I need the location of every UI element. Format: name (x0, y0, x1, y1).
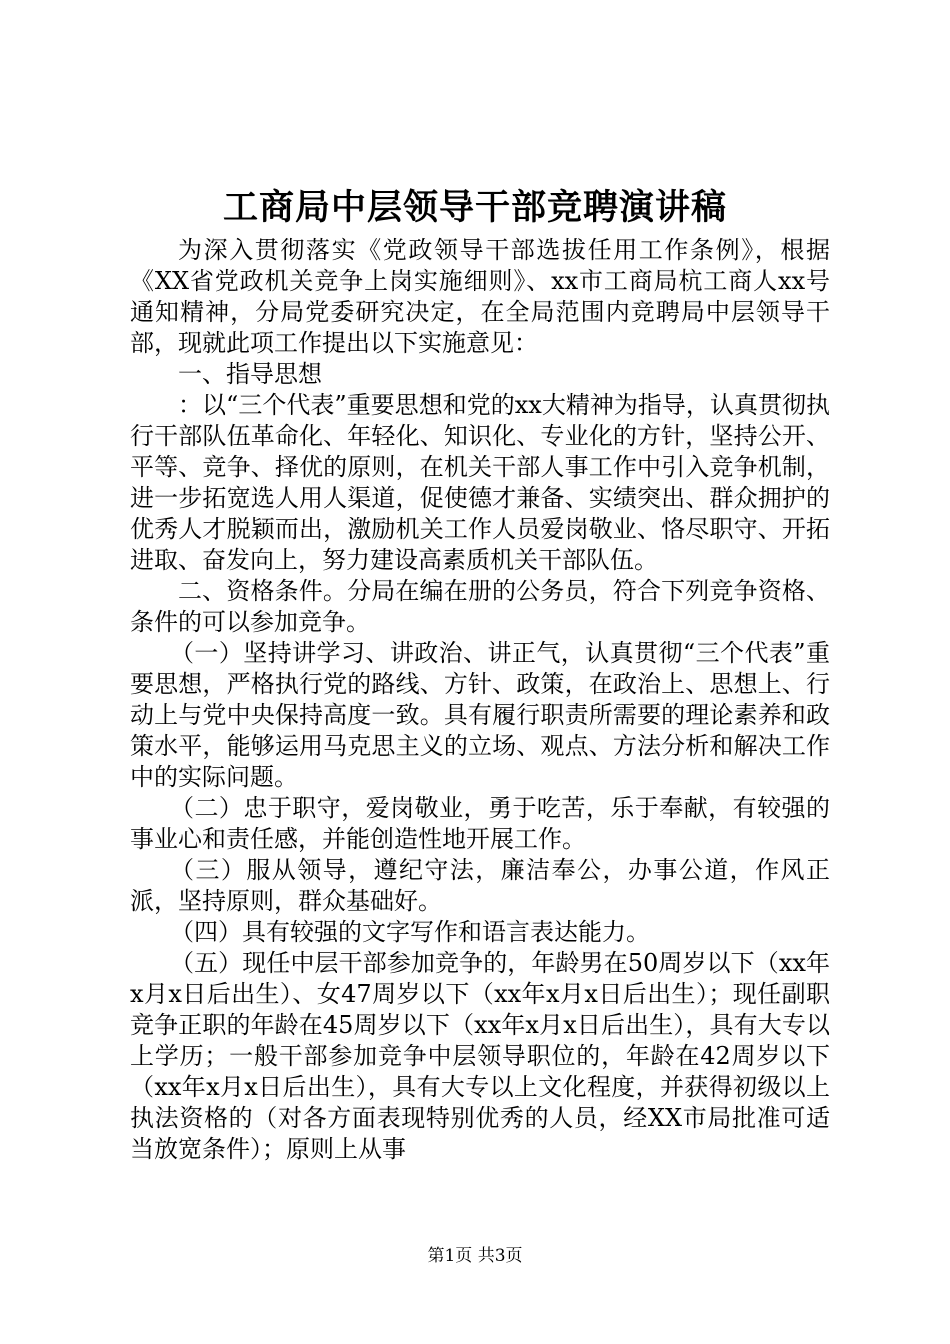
section-heading-qualifications: 二、资格条件。分局在编在册的公务员，符合下列竞争资格、条件的可以参加竞争。 (130, 577, 830, 636)
paragraph-guiding-thought: ：以“三个代表”重要思想和党的xx大精神为指导，认真贯彻执行干部队伍革命化、年轻化、知识化、专业化的方针，坚持公开、平等、竞争、择优的原则，在机关干部人事工作中引入竞争机制，进一步拓宽选人用人渠道，促使德才兼备、实绩突出、群众拥护的优秀人才脱颖而出，激励机关工作人员爱岗敬业、恪尽职守、开拓进取、奋发向上，努力建设高素质机关干部队伍。 (130, 391, 830, 574)
paragraph-intro: 为深入贯彻落实《党政领导干部选拔任用工作条例》，根据《XX省党政机关竞争上岗实施细则》、xx市工商局杭工商人xx号通知精神，分局党委研究决定，在全局范围内竞聘局中层领导干部，现就此项工作提出以下实施意见： (130, 236, 830, 357)
list-item-qualification-5: （五）现任中层干部参加竞争的，年龄男在50周岁以下（xx年x月x日后出生）、女47周岁以下（xx年x月x日后出生）；现任副职竞争正职的年龄在45周岁以下（xx年x月x日后出生），具有大专以上学历；一般干部参加竞争中层领导职位的，年龄在42周岁以下（xx年x月x日后出生），具有大专以上文化程度，并获得初级以上执法资格的（对各方面表现特别优秀的人员，经XX市局批准可适当放宽条件）；原则上从事 (130, 949, 830, 1163)
list-item-qualification-3: （三）服从领导，遵纪守法，廉洁奉公，办事公道，作风正派，坚持原则，群众基础好。 (130, 856, 830, 915)
document-body (130, 235, 830, 1165)
list-item-qualification-2: （二）忠于职守，爱岗敬业，勇于吃苦，乐于奉献，有较强的事业心和责任感，并能创造性地开展工作。 (130, 794, 830, 853)
list-item-qualification-4: （四）具有较强的文字写作和语言表达能力。 (170, 918, 650, 946)
section-heading-guiding-thought: 一、指导思想 (178, 360, 322, 388)
page-footer: 第1页 共3页 (427, 1246, 523, 1266)
document-title: 工商局中层领导干部竞聘演讲稿 (222, 187, 727, 228)
list-item-qualification-1: （一）坚持讲学习、讲政治、讲正气，认真贯彻“三个代表”重要思想，严格执行党的路线、方针、政策，在政治上、思想上、行动上与党中央保持高度一致。具有履行职责所需要的理论素养和政策水平，能够运用马克思主义的立场、观点、方法分析和解决工作中的实际问题。 (130, 639, 830, 791)
